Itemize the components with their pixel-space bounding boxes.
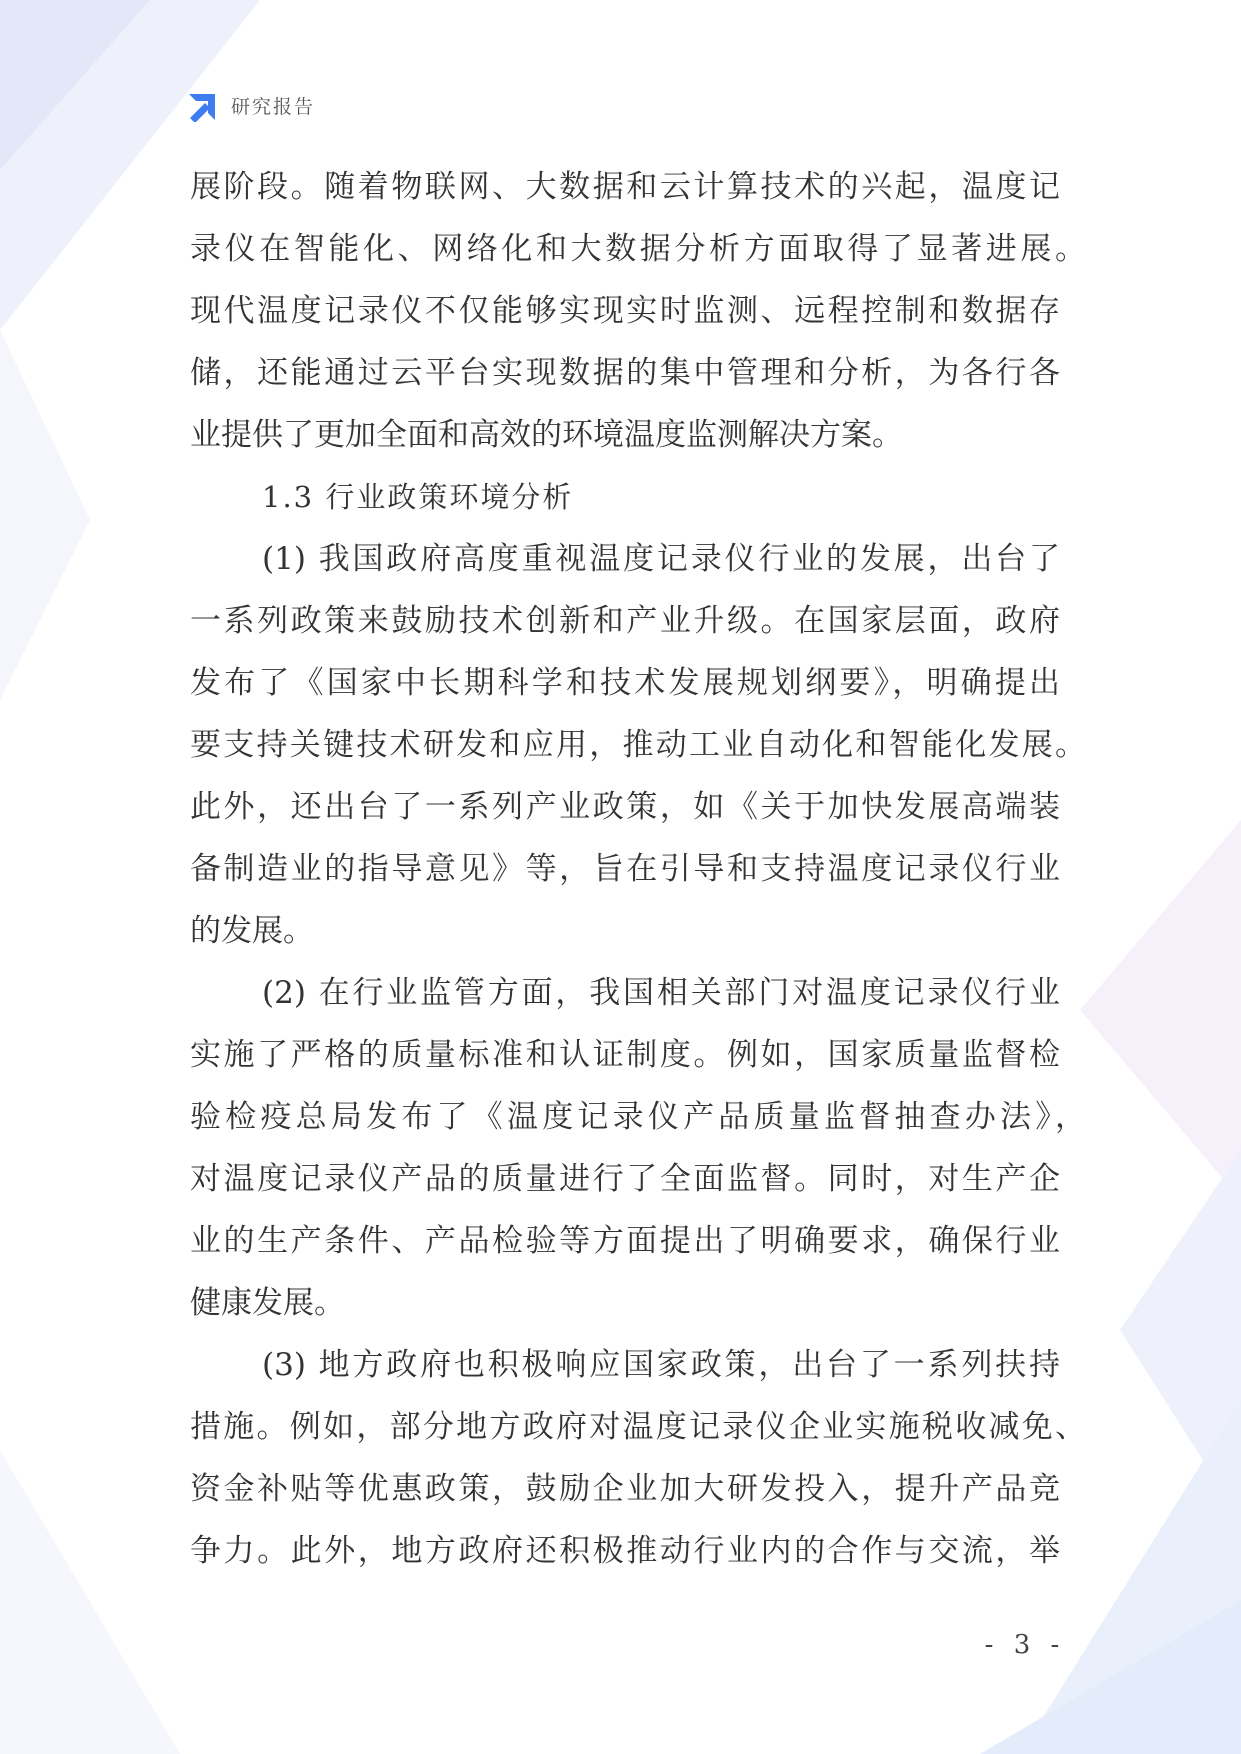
text-line: (2) 在行业监管方面，我国相关部门对温度记录仪行业 [262, 975, 1060, 1011]
text-line: (1) 我国政府高度重视温度记录仪行业的发展，出台了 [262, 541, 1060, 577]
text-line: 业的生产条件、产品检验等方面提出了明确要求，确保行业 [190, 1223, 1060, 1259]
text-line: 现代温度记录仪不仅能够实现实时监测、远程控制和数据存 [190, 293, 1060, 329]
text-line: 此外，还出台了一系列产业政策，如《关于加快发展高端装 [190, 789, 1060, 825]
arrow-logo-icon [187, 88, 221, 122]
text-line: 备制造业的指导意见》等，旨在引导和支持温度记录仪行业 [190, 851, 1060, 887]
text-line: 要支持关键技术研发和应用，推动工业自动化和智能化发展。 [190, 727, 1086, 763]
text-line: 录仪在智能化、网络化和大数据分析方面取得了显著进展。 [190, 231, 1086, 267]
text-line: 展阶段。随着物联网、大数据和云计算技术的兴起，温度记 [190, 169, 1060, 205]
text-line: 业提供了更加全面和高效的环境温度监测解决方案。 [190, 417, 903, 453]
text-line: 对温度记录仪产品的质量进行了全面监督。同时，对生产企 [190, 1161, 1060, 1197]
page-header [187, 90, 315, 120]
text-line: 健康发展。 [190, 1285, 345, 1321]
page-number: - 3 - [984, 1630, 1066, 1660]
section-heading: 1.3 行业政策环境分析 [262, 480, 574, 514]
header-brand: 研究报告 [231, 95, 316, 118]
text-line: 实施了严格的质量标准和认证制度。例如，国家质量监督检 [190, 1037, 1060, 1073]
text-line: 验检疫总局发布了《温度记录仪产品质量监督抽查办法》， [190, 1099, 1086, 1135]
text-line: 储，还能通过云平台实现数据的集中管理和分析，为各行各 [190, 355, 1060, 391]
text-line: 一系列政策来鼓励技术创新和产业升级。在国家层面，政府 [190, 603, 1060, 639]
text-line: 措施。例如，部分地方政府对温度记录仪企业实施税收减免、 [190, 1409, 1086, 1445]
text-line: 资金补贴等优惠政策，鼓励企业加大研发投入，提升产品竞 [190, 1471, 1060, 1507]
text-line: (3) 地方政府也积极响应国家政策，出台了一系列扶持 [262, 1347, 1060, 1383]
text-line: 发布了《国家中长期科学和技术发展规划纲要》，明确提出 [190, 665, 1060, 701]
body-text [190, 156, 1086, 1582]
text-line: 的发展。 [190, 913, 314, 949]
text-line: 争力。此外，地方政府还积极推动行业内的合作与交流，举 [190, 1533, 1060, 1569]
